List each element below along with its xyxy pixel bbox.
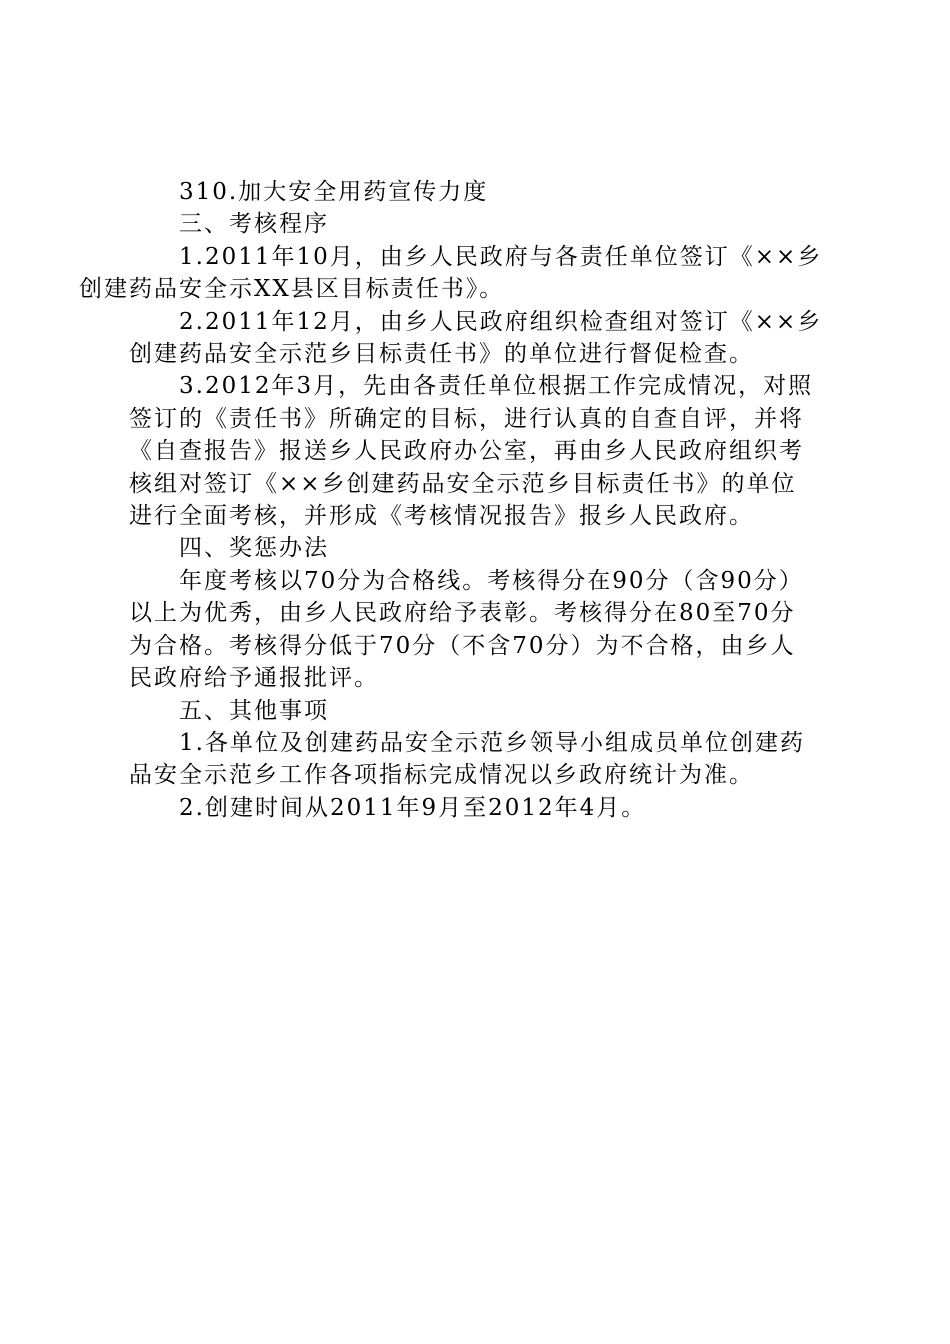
text-line: 以上为优秀，由乡人民政府给予表彰。考核得分在80至70分: [129, 600, 796, 627]
text-line: 五、其他事项: [179, 697, 329, 724]
text-line: 《自查报告》报送乡人民政府办公室，再由乡人民政府组织考: [129, 438, 804, 465]
text-line: 民政府给予通报批评。: [129, 665, 379, 692]
text-line: 核组对签订《××乡创建药品安全示范乡目标责任书》的单位: [129, 470, 797, 497]
text-line: 2.2011年12月，由乡人民政府组织检查组对签订《××乡: [179, 308, 823, 335]
paragraph: [129, 792, 833, 824]
text-line: 签订的《责任书》所确定的目标，进行认真的自查自评，并将: [129, 405, 804, 432]
paragraph: [129, 565, 833, 695]
section-heading: [129, 208, 833, 240]
text-line: 2.创建时间从2011年9月至2012年4月。: [179, 794, 647, 821]
text-line: 为合格。考核得分低于70分（不含70分）为不合格，由乡人: [129, 632, 796, 659]
text-line: 1.各单位及创建药品安全示范乡领导小组成员单位创建药: [179, 729, 805, 756]
paragraph: [79, 241, 833, 306]
text-line: 年度考核以70分为合格线。考核得分在90分（含90分）: [179, 567, 804, 594]
text-line: 1.2011年10月，由乡人民政府与各责任单位签订《××乡: [179, 243, 823, 270]
paragraph: [129, 370, 833, 532]
section-heading: [129, 532, 833, 564]
text-line: 三、考核程序: [179, 211, 329, 238]
paragraph: [129, 306, 833, 371]
text-line: 310.加大安全用药宣传力度: [179, 179, 489, 205]
list-item: [129, 176, 833, 208]
text-line: 四、奖惩办法: [179, 535, 329, 562]
text-line: 创建药品安全示范乡目标责任书》的单位进行督促检查。: [129, 341, 754, 368]
paragraph: [129, 727, 833, 792]
document-body: [79, 176, 833, 824]
text-line: 创建药品安全示XX县区目标责任书》。: [79, 276, 505, 303]
section-heading: [129, 695, 833, 727]
text-line: 品安全示范乡工作各项指标完成情况以乡政府统计为准。: [129, 762, 754, 789]
text-line: 进行全面考核，并形成《考核情况报告》报乡人民政府。: [129, 503, 754, 530]
text-line: 3.2012年3月，先由各责任单位根据工作完成情况，对照: [179, 373, 814, 400]
